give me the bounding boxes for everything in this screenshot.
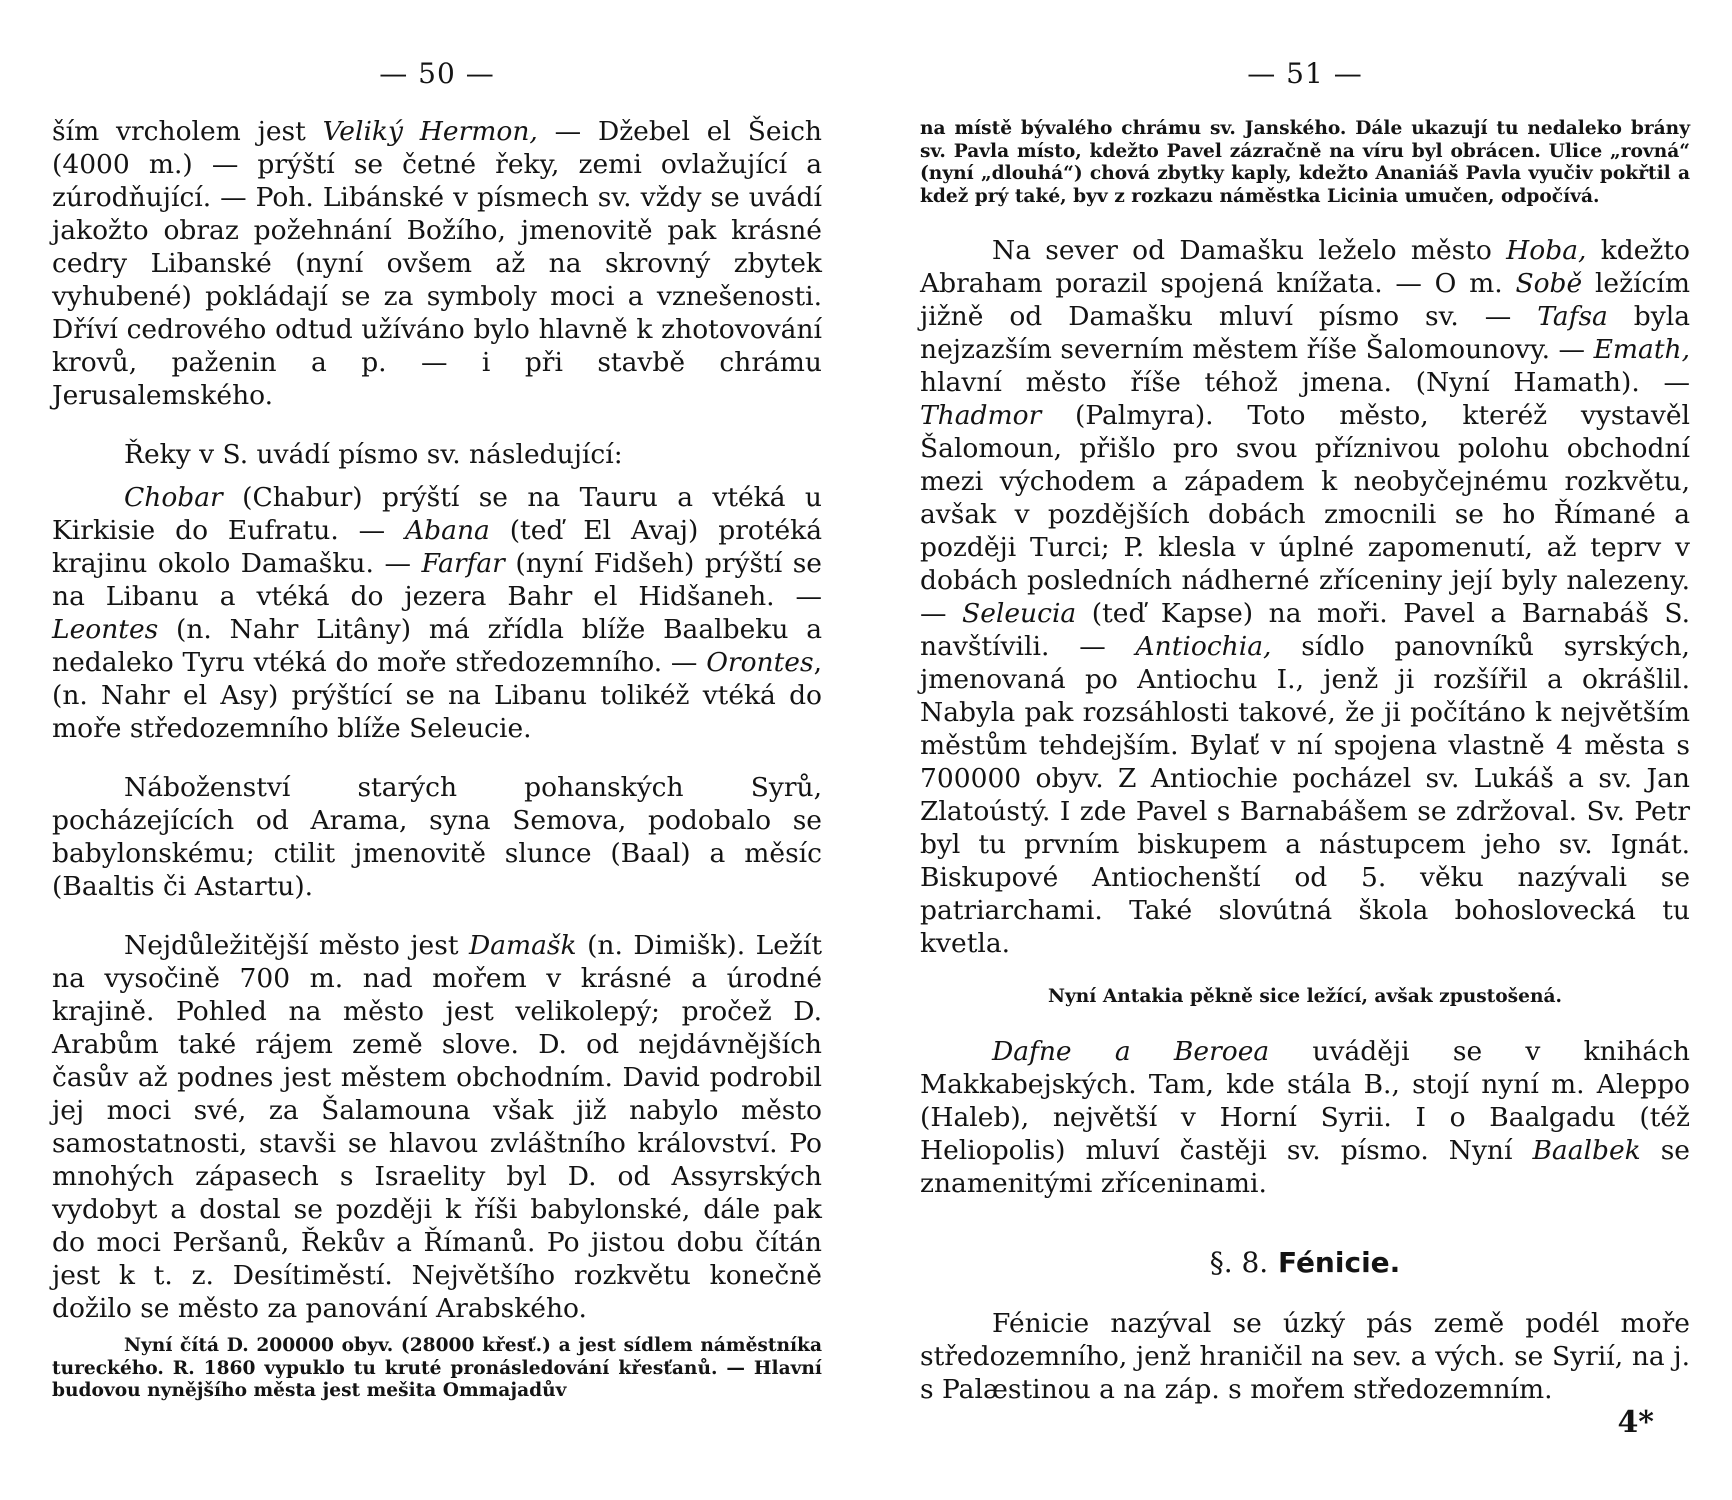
footnote: na místě bývalého chrámu sv. Janského. Dále ukazují tu nedaleko brány sv. Pavla místo, kdežto Pavel zázračně na víru byl obrácen. Ulice „rovná“ (nyní „dlouhá“) chová zbytky kaply, kdežto Ananiáš Pavla vyučiv pokřtil a kdež prý také, byv z rozkazu náměstka Licinia umučen, odpočívá.: [920, 118, 1690, 207]
paragraph: Nejdůležitější město jest Damašk (n. Dimišk). Ležít na vysočině 700 m. nad mořem v krásné a úrodné krajině. Pohled na město jest velikolepý; pročež D. Arabům také rájem země slove. D. od nejdávnějších časův až podnes jest městem obchodním. David podrobil jej moci své, za Šalamouna však již nabylo město samostatnosti, stavši se hlavou zvláštního království. Po mnohých zápasech s Israelity byl D. od Assyrských vydobyt a dostal se později k říši babylonské, dále pak do moci Peršanů, Řekův a Římanů. Po jistou dobu čítán jest k t. z. Desítiměstí. Největšího rozkvětu konečně dožilo se město za panování Arabského.: [52, 930, 822, 1324]
footnote: Nyní Antakia pěkně sice ležící, avšak zpustošená.: [1047, 986, 1563, 1007]
page-right: [920, 0, 1690, 1500]
paragraph: Řeky v S. uvádí písmo sv. následující:: [124, 439, 623, 470]
footnote: Nyní čítá D. 200000 obyv. (28000 křesť.) a jest sídlem náměstníka tureckého. R. 1860 vypuklo tu kruté pronásledování křesťanů. — Hlavní budovou nynějšího města jest mešita Ommajadův: [52, 1335, 822, 1401]
page-number: — 51 —: [1247, 57, 1363, 90]
section-title: Fénicie.: [1277, 1245, 1401, 1279]
paragraph: ším vrcholem jest Veliký Hermon, — Džebel el Šeich (4000 m.) — prýští se četné řeky, zemi ovlažující a zúrodňující. — Poh. Libánské v písmech sv. vždy se uvádí jakožto obraz požehnání Božího, jmenovitě pak krásné cedry Libanské (nyní ovšem až na skrovný zbytek vyhubené) pokládají se za symboly moci a vznešenosti. Dříví cedrového odtud užíváno bylo hlavně k zhotovování krovů, paženin a p. — i při stavbě chrámu Jerusalemského.: [52, 116, 822, 411]
text-column: [52, 115, 822, 1403]
place-name: Antiochia,: [1135, 631, 1272, 662]
place-name: Sobě: [1515, 268, 1583, 299]
place-name: Emath,: [1593, 334, 1690, 365]
place-name: Veliký Hermon,: [322, 116, 538, 147]
page-number: — 50 —: [379, 57, 495, 90]
paragraph: Dafne a Beroea uváději se v knihách Makkabejských. Tam, kde stála B., stojí nyní m. Aleppo (Haleb), největší v Horní Syrii. I o Baalgadu (též Heliopolis) mluví častěji sv. písmo. Nyní Baalbek se znamenitými zříceninami.: [920, 1035, 1690, 1199]
place-name: Thadmor: [920, 400, 1042, 431]
river-name: Chobar: [124, 482, 223, 513]
river-name: Abana: [405, 515, 490, 546]
place-name: Hoba,: [1506, 235, 1587, 266]
paragraph: Náboženství starých pohanských Syrů, pocházejících od Arama, syna Semova, podobalo se babylonskému; ctilit jmenovitě slunce (Baal) a měsíc (Baaltis či Astartu).: [52, 772, 822, 902]
place-name: Tafsa: [1537, 301, 1608, 332]
river-name: Farfar: [421, 548, 505, 579]
place-name: Seleucia: [962, 598, 1077, 629]
river-name: Orontes: [706, 647, 814, 678]
place-name: Baalbek: [1532, 1134, 1641, 1166]
place-name: Damašk: [468, 930, 577, 961]
river-name: Leontes: [52, 614, 159, 645]
paragraph: Fénicie nazýval se úzký pás země podél moře středozemního, jenž hraničil na sev. a vých. se Syrií, na j. s Palæstinou a na záp. s mořem středozemním.: [920, 1307, 1690, 1405]
section-heading: [920, 1246, 1690, 1279]
paragraph: Chobar (Chabur) prýští se na Tauru a vtéká u Kirkisie do Eufratu. — Abana (teď El Avaj) protéká krajinu okolo Damašku. — Farfar (nyní Fidšeh) prýští se na Libanu a vtéká do jezera Bahr el Hidšaneh. — Leontes (n. Nahr Litâny) má zřídla blíže Baalbeku a nedaleko Tyru vtéká do moře středozemního. — Orontes, (n. Nahr el Asy) prýštící se na Libanu tolikéž vtéká do moře středozemního blíže Seleucie.: [52, 482, 823, 744]
place-name: Dafne a Beroea: [992, 1035, 1270, 1067]
text-column: [920, 118, 1690, 1406]
section-number: §. 8.: [1209, 1245, 1269, 1279]
signature-mark: 4*: [1617, 1405, 1654, 1440]
paragraph: Na sever od Damašku leželo město Hoba, kdežto Abraham porazil spojená knížata. — O m. Sobě ležícím jižně od Damašku mluví písmo sv. — Tafsa byla nejzazším severním městem říše Šalomounovy. — Emath, hlavní město říše téhož jmena. (Nyní Hamath). — Thadmor (Palmyra). Toto město, kteréž vystavěl Šalomoun, přišlo pro svou příznivou polohu obchodní mezi východem a západem k neobyčejnému rozkvětu, avšak v pozdějších dobách zmocnili se ho Římané a později Turci; P. klesla v úplné zapomenutí, až teprv v dobách posledních nádherné zříceniny její byly nalezeny. — Seleucia (teď Kapse) na moři. Pavel a Barnabáš S. navštívili. — Antiochia, sídlo panovníků syrských, jmenovaná po Antiochu I., jenž ji rozšířil a okrášlil. Nabyla pak rozsáhlosti takové, že ji počítáno k největším městům tehdejším. Bylať v ní spojena vlastně 4 města s 700000 obyv. Z Antiochie pocházel sv. Lukáš a sv. Jan Zlatoústý. I zde Pavel s Barnabášem se zdržoval. Sv. Petr byl tu prvním biskupem a nástupcem jeho sv. Ignát. Biskupové Antiochenští od 5. věku nazývali se patriarchami. Také slovútná škola bohoslovecká tu kvetla.: [920, 235, 1690, 959]
page-left: [52, 0, 822, 1500]
